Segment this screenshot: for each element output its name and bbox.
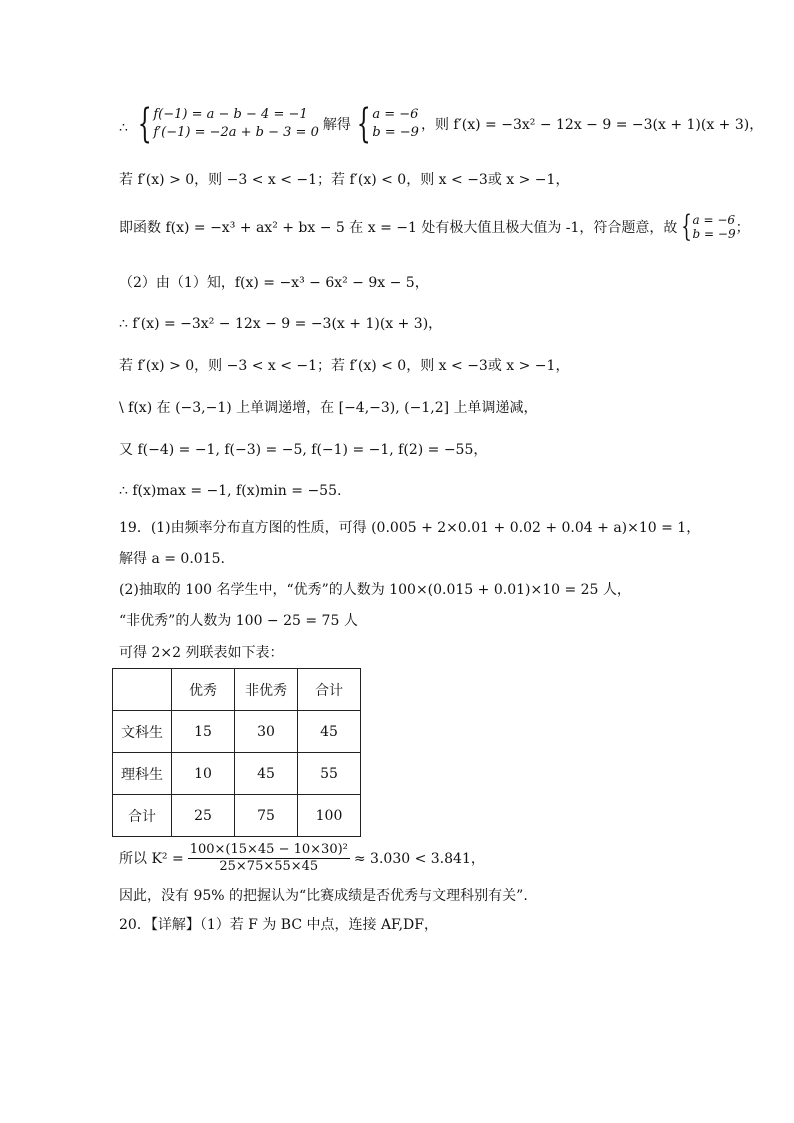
left-brace-solution: { — [356, 101, 371, 147]
table-cell: 75 — [235, 795, 298, 837]
left-brace: { — [137, 101, 152, 147]
final-b: b = −9 — [692, 227, 736, 241]
part2-intro: （2）由（1）知，f(x) = −x³ − 6x² − 9x − 5， — [119, 275, 429, 291]
table-header-row — [113, 669, 361, 711]
table-cell: 55 — [298, 753, 361, 795]
table-header-cell — [113, 669, 172, 711]
table-cell: 合计 — [113, 795, 172, 837]
table-cell: 15 — [172, 711, 235, 753]
table-header-cell: 非优秀 — [235, 669, 298, 711]
derivative-expression: ，则 f′(x) = −3x² − 12x − 9 = −3(x + 1)(x + 3)， — [420, 117, 764, 133]
k2-denominator: 25×75×55×45 — [219, 859, 319, 874]
solution-a: a = −6 — [372, 107, 419, 122]
solve-label: 解得 — [322, 117, 351, 133]
table-header-cell: 合计 — [298, 669, 361, 711]
k-squared-formula — [119, 842, 485, 875]
table-cell: 10 — [172, 753, 235, 795]
equation-rows — [153, 106, 318, 142]
semicolon: ； — [735, 220, 750, 236]
table-cell: 100 — [298, 795, 361, 837]
q19-non-excellent: “非优秀”的人数为 100 − 25 = 75 人 — [119, 613, 358, 629]
solution-rows — [372, 106, 419, 142]
k2-suffix: ≈ 3.030 < 3.841， — [353, 850, 485, 867]
equation-row-2: f′(−1) = −2a + b − 3 = 0 — [153, 125, 319, 140]
system-equations-1 — [119, 101, 764, 147]
table-header-cell: 优秀 — [172, 669, 235, 711]
table-cell: 理科生 — [113, 753, 172, 795]
final-a: a = −6 — [692, 213, 736, 227]
left-brace-final: { — [681, 209, 693, 244]
equation-row-1: f(−1) = a − b − 4 = −1 — [153, 107, 308, 122]
table-cell: 25 — [172, 795, 235, 837]
sign-analysis-2: 若 f′(x) > 0，则 −3 < x < −1；若 f′(x) < 0，则 x < −3或 x > −1， — [119, 358, 570, 374]
q19-table-intro: 可得 2×2 列联表如下表： — [119, 645, 284, 661]
sign-analysis-1: 若 f′(x) > 0，则 −3 < x < −1；若 f′(x) < 0，则 x < −3或 x > −1， — [119, 172, 570, 188]
contingency-table — [112, 668, 361, 837]
table-row — [113, 711, 361, 753]
solution-b: b = −9 — [372, 125, 419, 140]
q19-part1: 19．(1)由频率分布直方图的性质，可得 (0.005 + 2×0.01 + 0.02 + 0.04 + a)×10 = 1， — [119, 520, 701, 536]
function-values-line: 又 f(−4) = −1, f(−3) = −5, f(−1) = −1, f(2) = −55， — [119, 442, 488, 458]
derivative-line: ∴ f′(x) = −3x² − 12x − 9 = −3(x + 1)(x + 3)， — [119, 316, 443, 332]
extremes-line: ∴ f(x)max = −1, f(x)min = −55. — [119, 483, 342, 499]
therefore-symbol: ∴ — [119, 120, 128, 136]
conclusion-line-1 — [119, 209, 750, 244]
table-cell: 45 — [235, 753, 298, 795]
k2-numerator: 100×(15×45 − 10×30)² — [189, 842, 348, 857]
table-cell: 45 — [298, 711, 361, 753]
conclusion-text: 即函数 f(x) = −x³ + ax² + bx − 5 在 x = −1 处有极大值且极大值为 -1，符合题意，故 — [119, 220, 678, 236]
monotonicity-line: \ f(x) 在 (−3,−1) 上单调递增，在 [−4,−3), (−1,2] 上单调递减， — [119, 400, 538, 416]
table-row — [113, 753, 361, 795]
table-cell: 30 — [235, 711, 298, 753]
q20-detail: 20．【详解】（1）若 F 为 BC 中点，连接 AF,DF， — [119, 917, 438, 933]
table-row — [113, 795, 361, 837]
q19-part2-excellent: (2)抽取的 100 名学生中，“优秀”的人数为 100×(0.015 + 0.01)×10 = 25 人， — [119, 582, 631, 598]
table-cell: 文科生 — [113, 711, 172, 753]
q19-solve-a: 解得 a = 0.015. — [119, 551, 225, 567]
q19-conclusion: 因此，没有 95% 的把握认为“比赛成绩是否优秀与文理科别有关”. — [119, 888, 528, 904]
k2-fraction — [188, 842, 350, 875]
k2-prefix: 所以 K² = — [119, 850, 184, 867]
final-solution-rows — [693, 213, 736, 241]
